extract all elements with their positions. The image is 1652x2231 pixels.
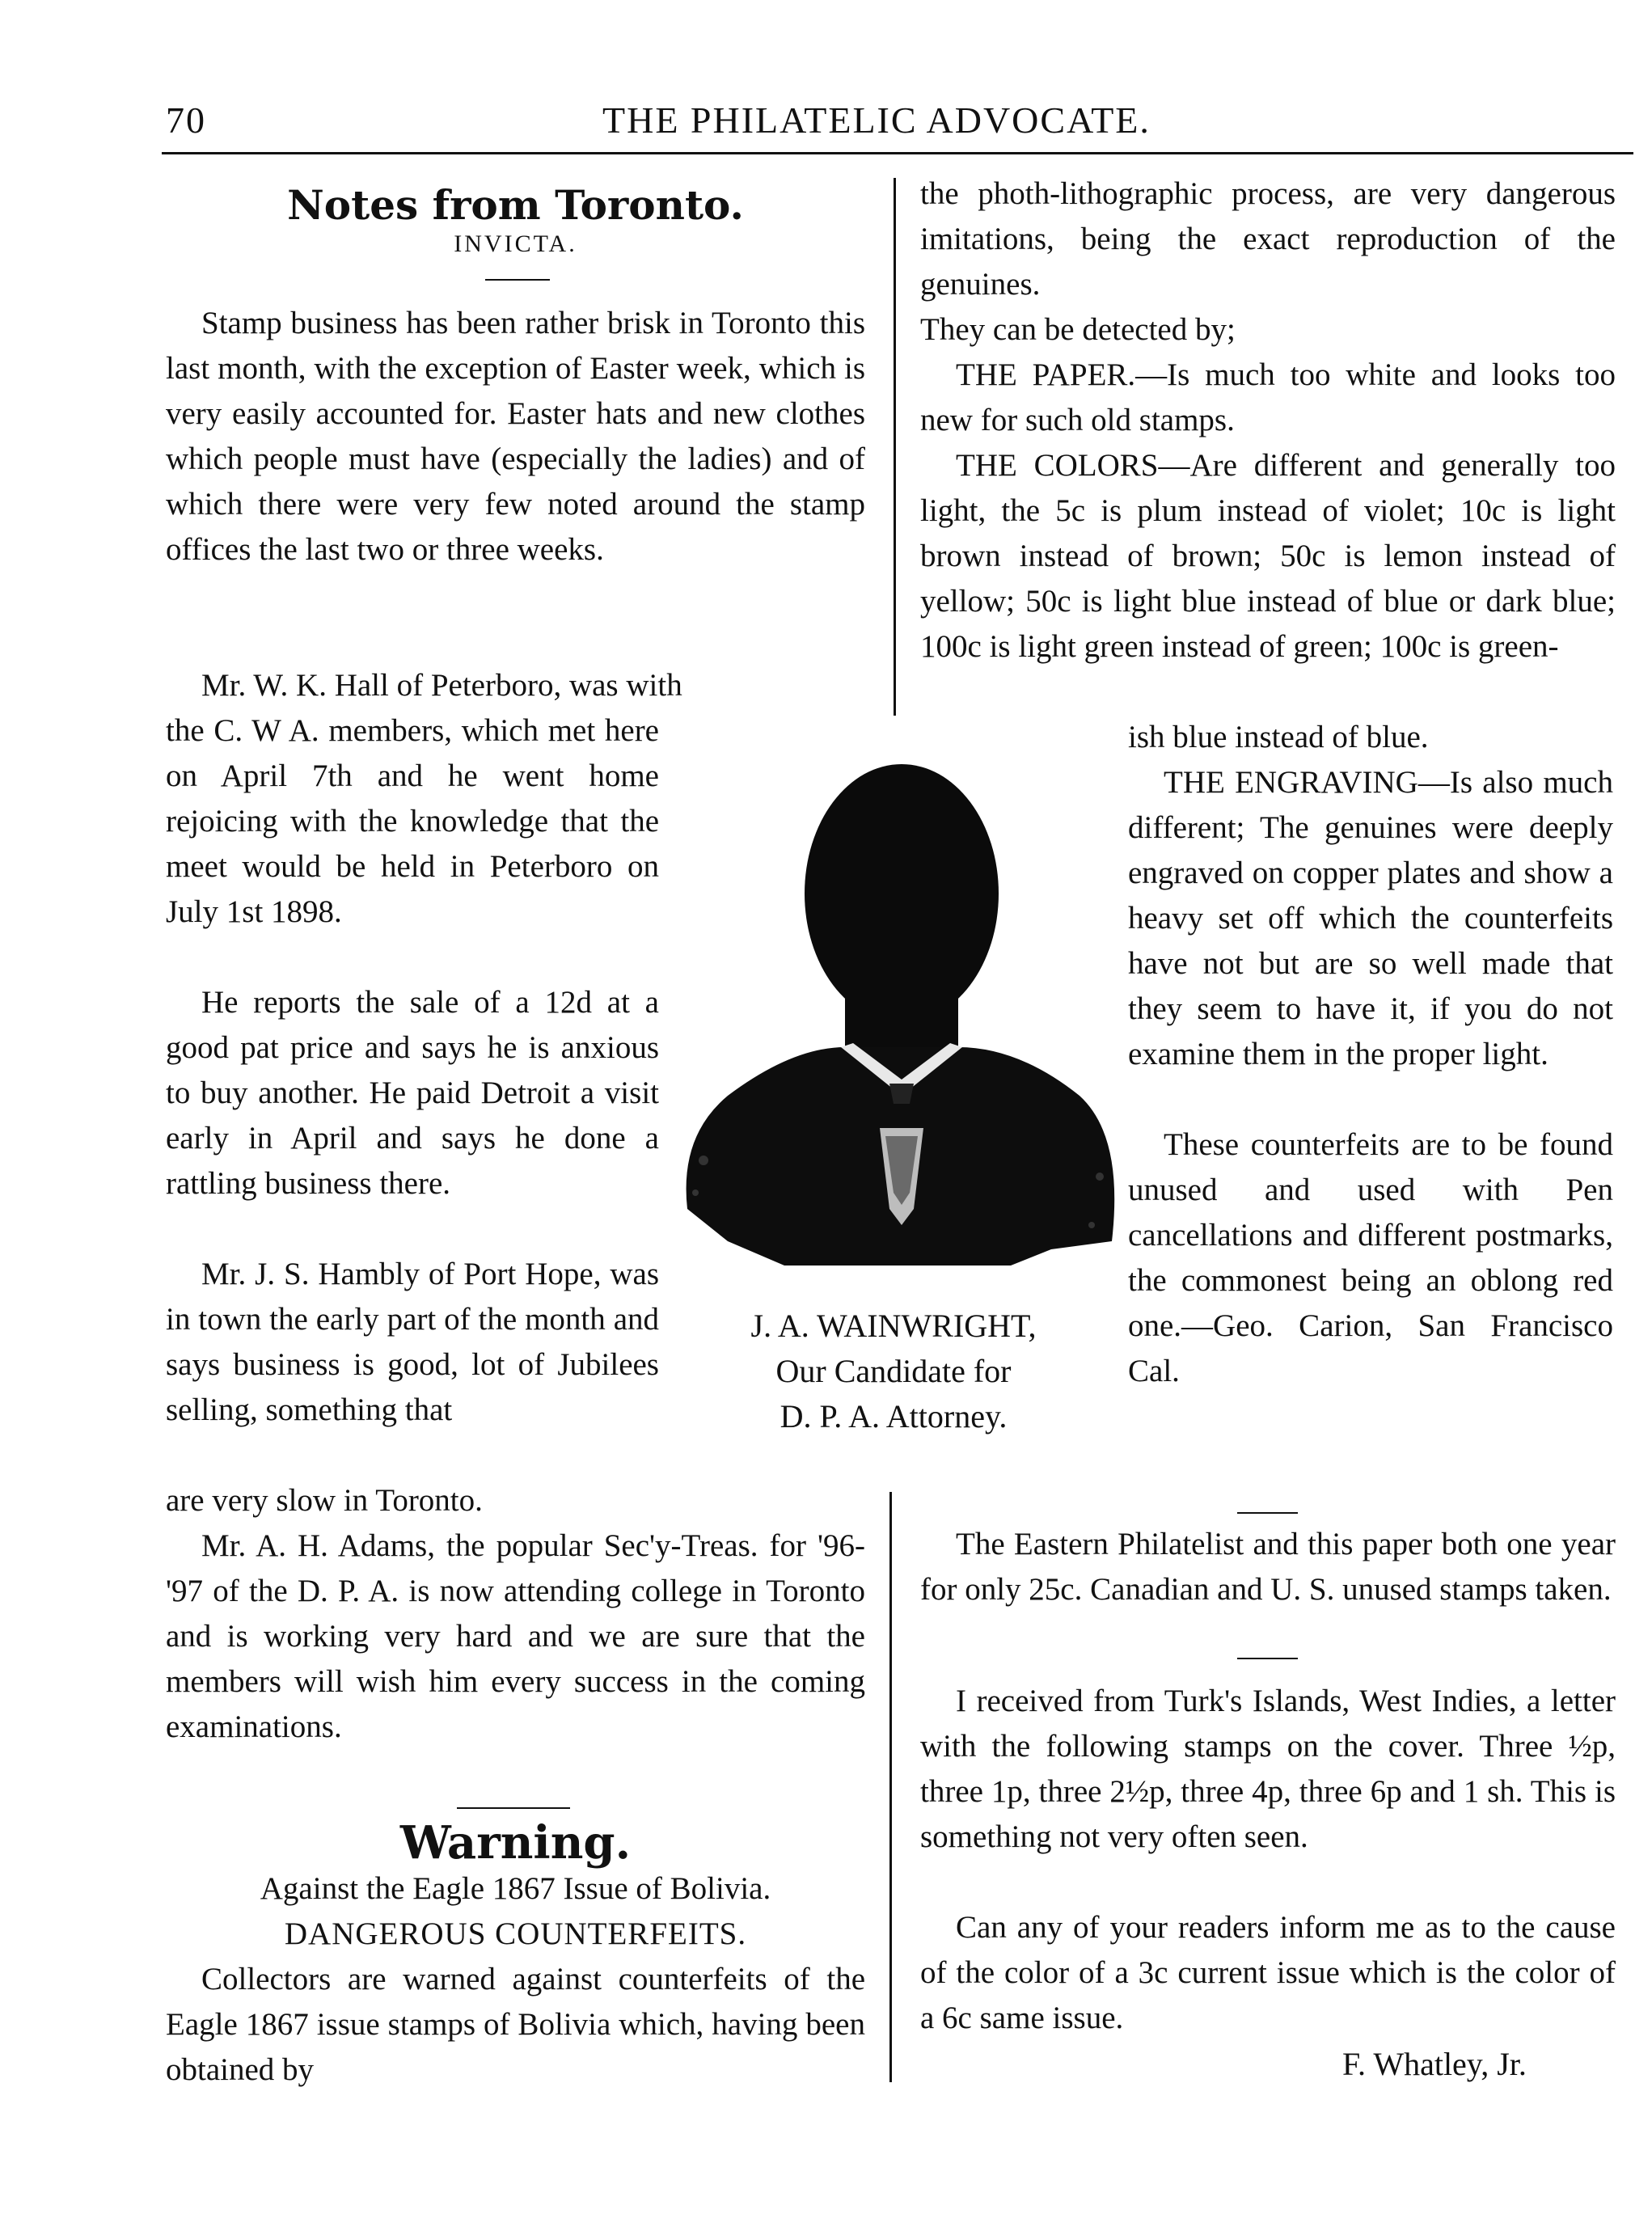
warning-paragraph-3: THE PAPER.—Is much too white and looks too new for such old stamps. — [920, 357, 1616, 437]
article-byline: INVICTA. — [454, 230, 577, 257]
warning-paragraph-4: THE COLORS—Are different and generally too light, the 5c is plum instead of violet; 10c is light brown instead of brown; 50c is lemon instead of yellow; 50c is light blue instead of blue or dark blue; 100c is light green instead of green; 100c is green- — [920, 448, 1616, 664]
warning-paragraph-6: These counterfeits are to be found unused and used with Pen cancellations and different postmarks, the commonest being an oblong red one.—Geo. Carion, San Francisco Cal. — [1128, 1127, 1613, 1388]
right-paragraph-2: I received from Turk's Islands, West Indies, a letter with the following stamps on the cover. Three ½p, three 1p, three 2½p, three 4p, three 6p and 1 sh. This is something not very often seen. — [920, 1684, 1616, 1854]
caption-line-3: D. P. A. Attorney. — [780, 1398, 1008, 1435]
warning-paragraph-2: They can be detected by; — [920, 312, 1236, 347]
warning-subtitle: Against the Eagle 1867 Issue of Bolivia. — [260, 1871, 771, 1906]
notes-paragraph-4: Mr. J. S. Hambly of Port Hope, was in town the early part of the month and says business is good, lot of Jubilees selling, something that — [166, 1257, 659, 1427]
warning-top-rule — [457, 1807, 570, 1809]
warning-paragraph-1: Collectors are warned against counterfeits of the Eagle 1867 issue stamps of Bolivia which, having been obtained by — [166, 1962, 865, 2087]
column-divider-top — [894, 178, 896, 716]
page-number: 70 — [166, 99, 206, 141]
warning-subhead: DANGEROUS COUNTERFEITS. — [284, 1916, 747, 1951]
article-title-warning: Warning. — [399, 1816, 632, 1870]
portrait-caption — [683, 1304, 1104, 1439]
header-rule — [162, 152, 1633, 154]
signature: F. Whatley, Jr. — [1342, 2046, 1527, 2082]
caption-line-2: Our Candidate for — [775, 1353, 1012, 1389]
byline-rule — [485, 279, 550, 281]
caption-line-1: J. A. WAINWRIGHT, — [750, 1308, 1037, 1344]
notes-paragraph-3: He reports the sale of a 12d at a good pat price and says he is anxious to buy another. He paid Detroit a visit early in April and says he done a rattling business there. — [166, 985, 659, 1201]
journal-title: THE PHILATELIC ADVOCATE. — [602, 99, 1151, 141]
right-rule-2 — [1237, 1658, 1298, 1659]
notes-paragraph-5: Mr. A. H. Adams, the popular Sec'y-Treas. for '96-'97 of the D. P. A. is now attending college in Toronto and is working very hard and we are sure that the members will wish him every success in the coming examinations. — [166, 1528, 865, 1744]
right-paragraph-1: The Eastern Philatelist and this paper both one year for only 25c. Canadian and U. S. unused stamps taken. — [920, 1527, 1616, 1607]
portrait-image — [671, 756, 1128, 1274]
warning-paragraph-1-cont: the photh-lithographic process, are very dangerous imitations, being the exact reproduction of the genuines. — [920, 176, 1616, 302]
warning-paragraph-4b: ish blue instead of blue. — [1128, 720, 1429, 754]
notes-paragraph-2a: Mr. W. K. Hall of Peterboro, was with — [201, 668, 682, 703]
notes-paragraph-4b: are very slow in Toronto. — [166, 1483, 483, 1518]
right-paragraph-3: Can any of your readers inform me as to the cause of the color of a 3c current issue which is the color of a 6c same issue. — [920, 1910, 1616, 2035]
right-rule-1 — [1237, 1512, 1298, 1514]
warning-paragraph-5: THE ENGRAVING—Is also much different; The genuines were deeply engraved on copper plates and show a heavy set off which the counterfeits have not but are so well made that they seem to have it, if you do not examine them in the proper light. — [1128, 765, 1613, 1071]
column-divider-bottom — [889, 1492, 892, 2082]
notes-paragraph-1: Stamp business has been rather brisk in Toronto this last month, with the exception of Easter week, which is very easily accounted for. Easter hats and new clothes which people must have (especially the ladies) and of which there were very few noted around the stamp offices the last two or three weeks. — [166, 306, 865, 567]
notes-paragraph-2b: the C. W A. members, which met here on April 7th and he went home rejoicing with the knowledge that the meet would be held in Peterboro on July 1st 1898. — [166, 713, 659, 929]
article-title-notes: Notes from Toronto. — [287, 181, 744, 229]
